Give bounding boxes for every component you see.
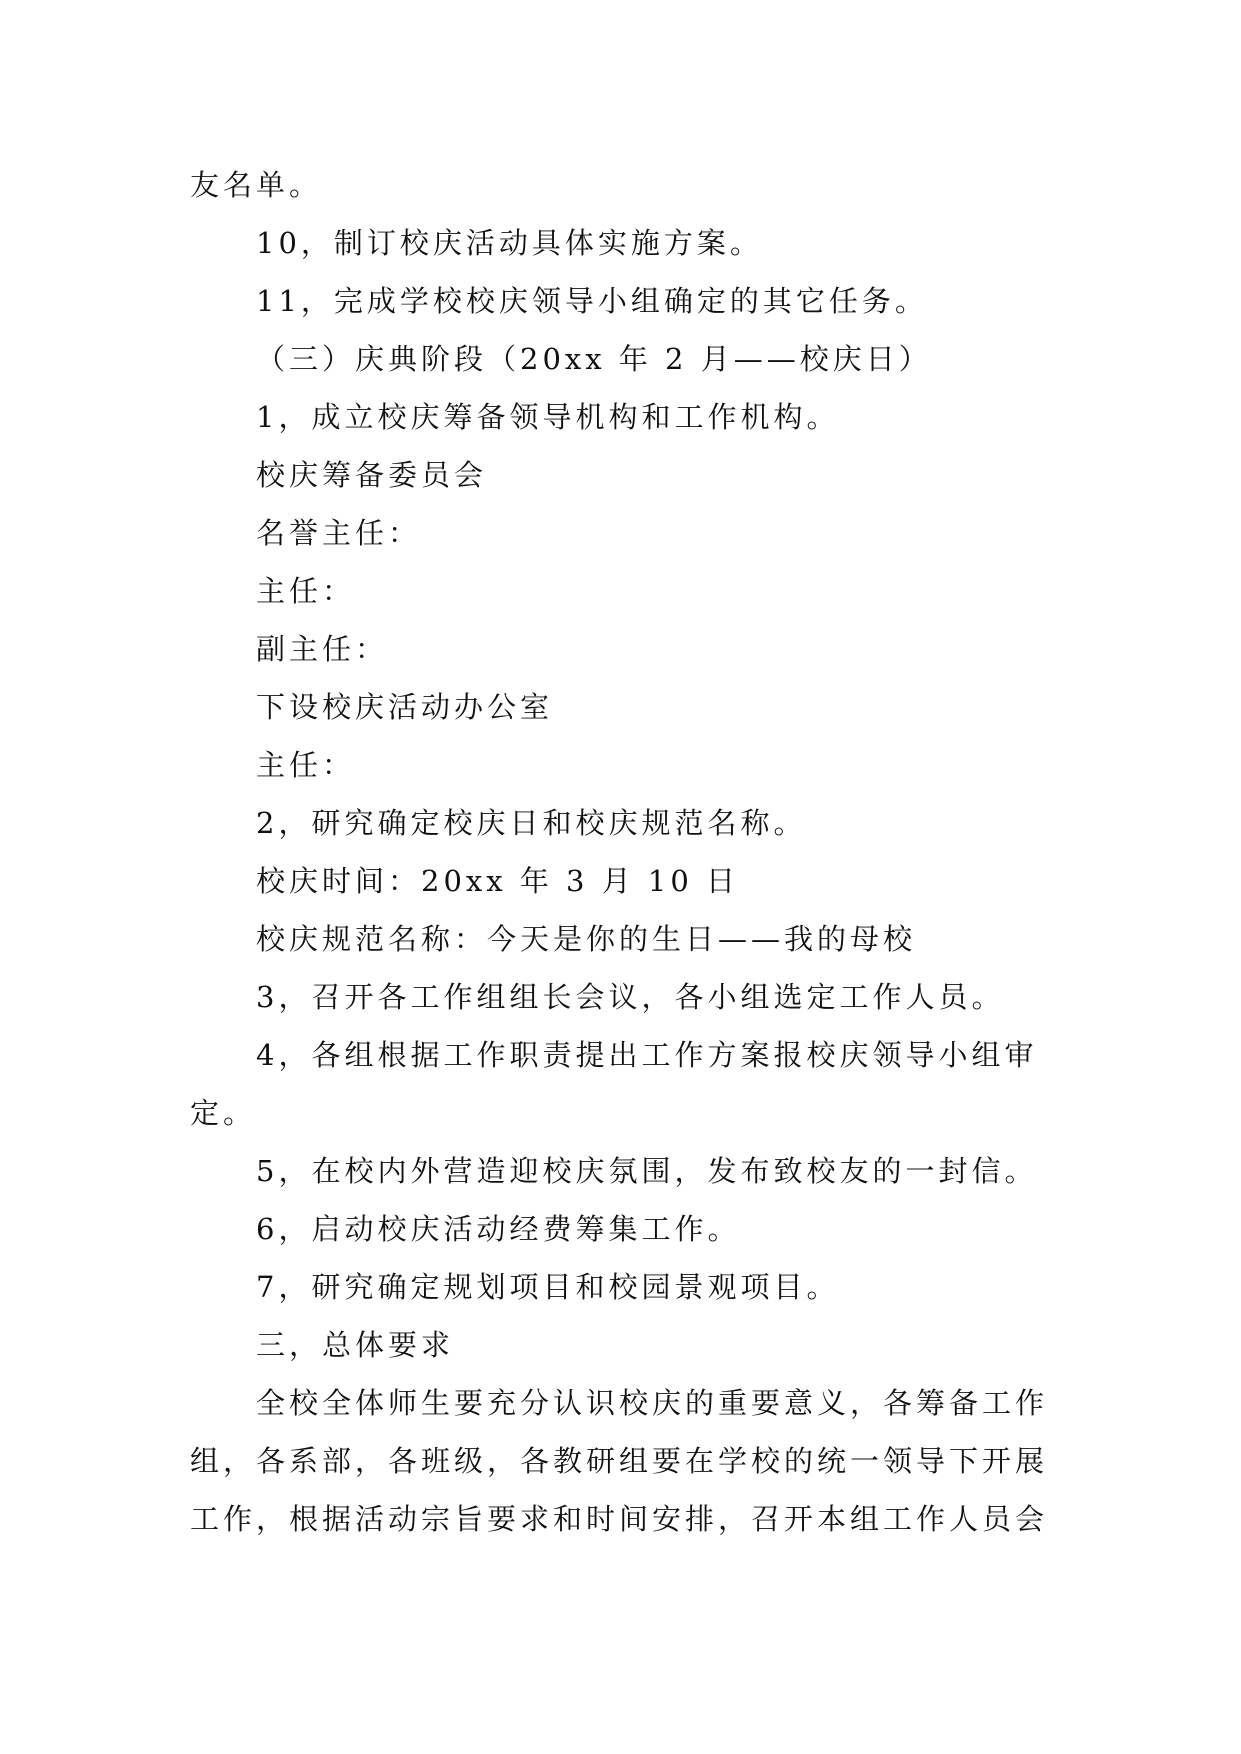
text-line: 组，各系部，各班级，各教研组要在学校的统一领导下开展 (190, 1444, 1049, 1478)
text-line: 4，各组根据工作职责提出工作方案报校庆领导小组审 (256, 1038, 1038, 1072)
section-heading: （三）庆典阶段（20xx 年 2 月——校庆日） (256, 342, 932, 376)
text-line: 友名单。 (190, 168, 323, 202)
text-line: 主任： (256, 748, 356, 782)
text-line: 定。 (190, 1096, 257, 1130)
text-line: 5，在校内外营造迎校庆氛围，发布致校友的一封信。 (256, 1154, 1038, 1188)
text-line: 副主任： (256, 632, 389, 666)
text-line: 工作，根据活动宗旨要求和时间安排，召开本组工作人员会 (190, 1502, 1049, 1536)
text-line: 11，完成学校校庆领导小组确定的其它任务。 (256, 284, 928, 318)
text-line: 2，研究确定校庆日和校庆规范名称。 (256, 806, 807, 840)
text-line: 全校全体师生要充分认识校庆的重要意义，各筹备工作 (256, 1386, 1049, 1420)
text-line: 3，召开各工作组组长会议，各小组选定工作人员。 (256, 980, 1005, 1014)
text-line: 下设校庆活动办公室 (256, 690, 554, 724)
text-line: 校庆时间：20xx 年 3 月 10 日 (256, 864, 740, 898)
text-line: 6，启动校庆活动经费筹集工作。 (256, 1212, 741, 1246)
text-line: 名誉主任： (256, 516, 422, 550)
text-line: 校庆规范名称：今天是你的生日——我的母校 (256, 922, 917, 956)
text-line: 主任： (256, 574, 356, 608)
text-line: 校庆筹备委员会 (256, 458, 488, 492)
text-line: 10，制订校庆活动具体实施方案。 (256, 226, 763, 260)
section-heading: 三，总体要求 (256, 1328, 455, 1362)
text-line: 7，研究确定规划项目和校园景观项目。 (256, 1270, 840, 1304)
text-line: 1，成立校庆筹备领导机构和工作机构。 (256, 400, 840, 434)
document-body (190, 156, 1060, 1548)
